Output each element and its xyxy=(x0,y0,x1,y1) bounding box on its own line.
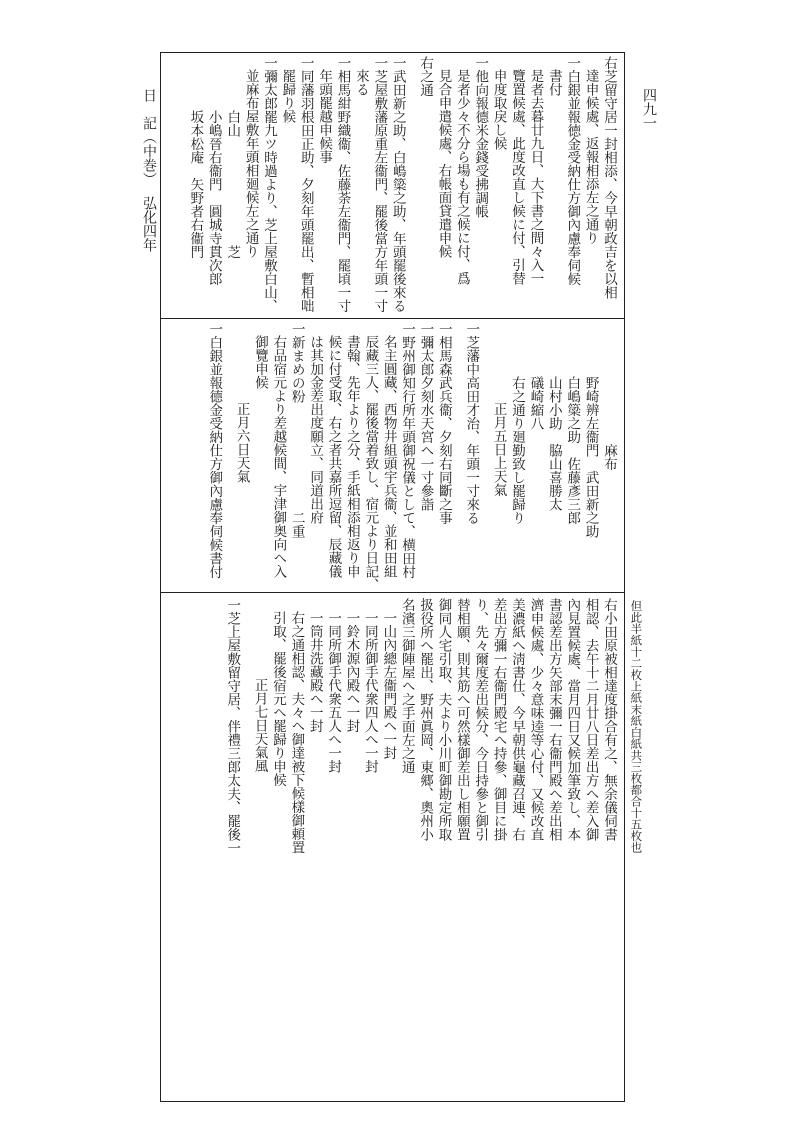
text-line: 正月五日上天氣 xyxy=(490,402,507,497)
text-line: 候に付受取、右之者共嘉所逗留、辰藏儀 xyxy=(325,335,342,578)
text-line: 書認差出方矢部末彌一右衞門殿へ差出相 xyxy=(545,598,562,841)
text-line: 正月七日天氣風 xyxy=(251,678,268,773)
text-line: 一新まめの粉 二重 xyxy=(288,322,305,538)
text-line: 濟申候處、少々意味逵等心付、又候改直 xyxy=(527,598,544,841)
section-divider-1 xyxy=(160,318,625,319)
text-line: 是者去暮廿九日、大下書之間々入一 xyxy=(527,69,544,285)
text-line: 右之通り廻勤致し罷歸り xyxy=(509,376,526,525)
text-line: 罷歸り候 xyxy=(279,69,296,123)
text-line: 年頭罷越申候事 xyxy=(316,69,333,164)
margin-note: 但此半紙十二枚上紙末紙白紙共三枚都合十五枚也 xyxy=(629,600,644,853)
text-section-2 xyxy=(168,322,618,592)
text-line: 白山 芝 xyxy=(224,110,241,259)
text-line: 右芝留守居一封相添、今早朝政吉を以相 xyxy=(601,56,617,299)
text-line: 申度取戾し候 xyxy=(490,69,507,150)
text-line: 見合申遣候處、右帳面貸遣申候 xyxy=(435,69,452,258)
text-line: 達申候處、返報相添左之通り xyxy=(582,69,599,245)
text-line: 麻布 xyxy=(601,322,617,471)
text-section-1 xyxy=(168,56,618,318)
section-divider-2 xyxy=(160,592,625,593)
text-line: 野崎辨左衞門 武田新之助 xyxy=(582,376,599,538)
text-line: 山村小助 脇山喜勝太 xyxy=(545,376,562,511)
text-line: 一彌太郎罷九ツ時過より、芝上屋敷白山、 xyxy=(260,56,277,313)
text-line: 替相願、則其筋へ可然樣御差出し相願置 xyxy=(453,598,470,841)
text-line: 是者少々不分ら場も有之候に付、爲 xyxy=(453,69,470,285)
text-line: 差出方彌一右衞門殿宅へ持參、御目に掛 xyxy=(490,598,507,841)
text-line: 名主圓藏、西物井組頭宇兵衞、並和田組 xyxy=(380,335,397,578)
text-line: 一野州御知行所年頭御祝儀として、横田村 xyxy=(399,322,416,579)
text-line: 右品宿元より差越候間、宇津御奥向へ入 xyxy=(270,335,287,578)
text-line: 御同人宅引取、夫より小川町御勘定所取 xyxy=(435,598,452,841)
text-line: 右小田原被相達度掛合有之、無余儀伺書 xyxy=(601,598,617,841)
text-line: 引取、罷後宿元へ罷歸り申候 xyxy=(269,611,286,787)
text-line: 右之通 xyxy=(417,56,434,97)
text-line: 一同所御手代衆五人へ一封 xyxy=(325,611,342,773)
text-line: 一芝上屋敷留守居、伴禮三郎太夫、罷後一 xyxy=(224,598,241,855)
text-line: 一武田新之助、白嶋簗之助、年頭罷後來る xyxy=(389,56,406,313)
text-line: 御覽申候 xyxy=(251,335,268,389)
text-line: 右之通相認、夫々へ御達被下候樣御頼置 xyxy=(288,611,305,854)
text-line: 內見置候處、當月四日又候加筆致し、本 xyxy=(564,598,581,841)
text-line: 美濃紙へ淸書仕、今早朝供龜藏召連、右 xyxy=(509,598,526,841)
era-label: 弘化四年 xyxy=(141,196,157,252)
text-line: 一白銀並報德金受納仕方御內慮奉伺候書付 xyxy=(206,322,223,579)
book-title: 日 記（中巻） xyxy=(141,88,157,186)
text-line: 一同所御手代衆四人へ一封 xyxy=(361,611,378,773)
text-line: は其加金差出度願立、同道出府 xyxy=(307,335,324,524)
text-line: 一山內總左衞門殿へ一封 xyxy=(380,611,397,760)
text-line: 白嶋簗之助 佐藤彥三郎 xyxy=(564,376,581,525)
text-line: 一同藩羽根田正助、夕刻年頭罷出、暫相咄 xyxy=(297,56,314,313)
text-line: 一他向報德米金錢受拂調帳 xyxy=(472,56,489,218)
text-line: 書翰、先年より之分、手紙相添相返り申 xyxy=(343,335,360,578)
text-line: 坂本松庵 矢野者右衞門 xyxy=(187,110,204,259)
text-line: 正月六日天氣 xyxy=(233,402,250,483)
text-line: 並麻布屋敷年頭相廻候左之通り xyxy=(242,69,259,258)
text-line: 一白銀並報徳金受納仕方御內慮奉伺候 xyxy=(564,56,581,286)
text-line: 礒崎縮八 xyxy=(527,376,544,430)
page-number: 四九一 xyxy=(641,88,657,130)
text-section-3 xyxy=(168,598,618,1098)
text-line: 一鈴木源內殿へ一封 xyxy=(343,611,360,733)
text-line: 一筒井洗藏殿へ一封 xyxy=(306,611,323,733)
text-line: 來る xyxy=(352,69,369,96)
text-line: 相認、去午十二月廿八日差出方へ差入御 xyxy=(582,598,599,841)
text-line: り、先々爾度差出候分、今日持參と御引 xyxy=(472,598,489,841)
text-line: 書付 xyxy=(545,69,562,96)
text-line: 一彌太郎夕刻水天宮へ一寸參詣 xyxy=(417,322,434,511)
text-line: 一相馬森武兵衞、夕刻右同斷之事 xyxy=(435,322,452,525)
text-line: 名濱三御陣屋へ之手面左之通 xyxy=(398,598,415,774)
text-line: 扱役所へ罷出、野州眞岡、東郷、奧州小 xyxy=(417,598,434,841)
text-line: 一相馬紺野織衞、佐藤荼左衞門、罷頃一寸 xyxy=(334,56,351,313)
text-line: 一芝屋敷藩原重左衞門、罷後當方年頭一寸 xyxy=(371,56,388,313)
text-line: 辰藏三人、罷後當着致し、宿元より日記、 xyxy=(362,335,379,592)
text-line: 一芝藩中高田才治、年頭一寸來る xyxy=(463,322,480,525)
text-line: 小嶋晉右衞門 圓城寺貫次郎 xyxy=(205,110,222,286)
text-line: 覽置候處、此度改直し候に付、引替 xyxy=(509,69,526,285)
